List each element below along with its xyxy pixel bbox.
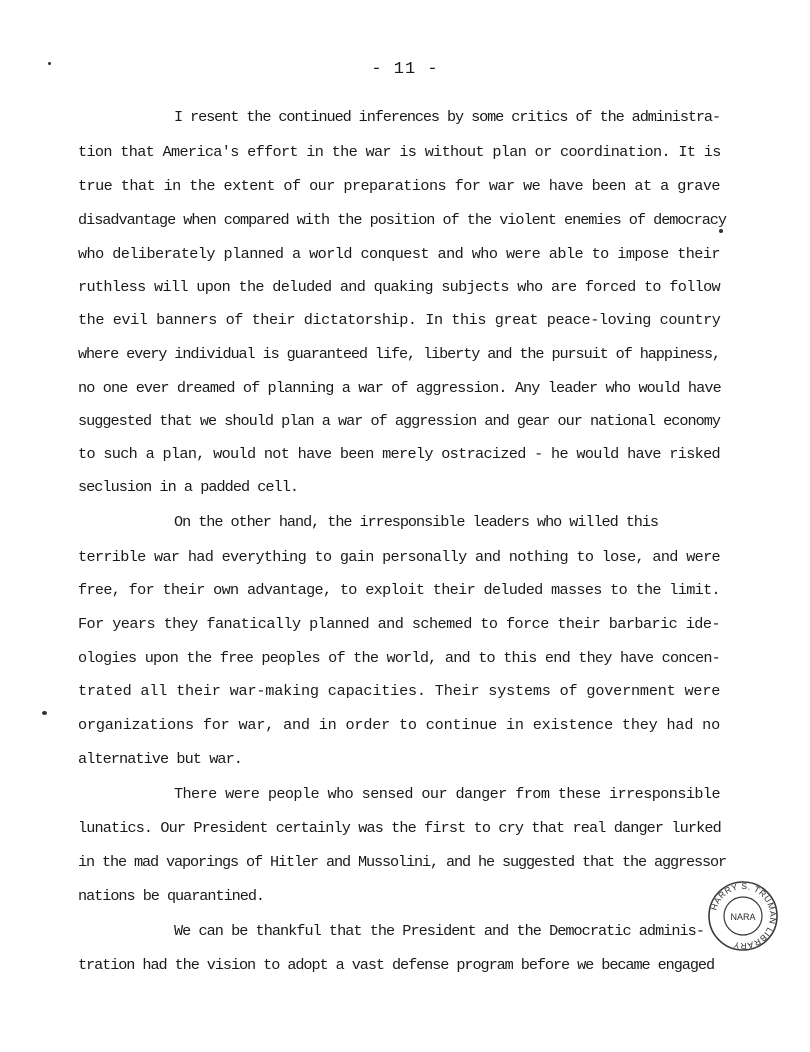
stamp-seal-icon	[707, 880, 779, 952]
text-line: where every individual is guaranteed life, liberty and the pursuit of happiness,	[78, 345, 720, 363]
text-line: We can be thankful that the President and the Democratic adminis-	[174, 922, 704, 940]
text-line: For years they fanatically planned and schemed to force their barbaric ide-	[78, 615, 720, 633]
text-line: free, for their own advantage, to exploit their deluded masses to the limit.	[78, 581, 720, 599]
text-line: suggested that we should plan a war of aggression and gear our national economy	[78, 412, 720, 430]
text-line: in the mad vaporings of Hitler and Mussolini, and he suggested that the aggressor	[78, 853, 726, 871]
text-line: seclusion in a padded cell.	[78, 478, 298, 496]
text-line: trated all their war-making capacities. Their systems of government were	[78, 682, 721, 700]
text-line: no one ever dreamed of planning a war of aggression. Any leader who would have	[78, 379, 721, 397]
text-line: the evil banners of their dictatorship. In this great peace-loving country	[78, 311, 721, 329]
text-line: tion that America's effort in the war is without plan or coordination. It is	[78, 143, 721, 161]
text-line: terrible war had everything to gain personally and nothing to lose, and were	[78, 548, 720, 566]
text-line: I resent the continued inferences by some critics of the administra-	[174, 108, 720, 126]
text-line: alternative but war.	[78, 750, 242, 768]
text-line: organizations for war, and in order to continue in existence they had no	[78, 716, 720, 734]
text-line: On the other hand, the irresponsible leaders who willed this	[174, 513, 658, 531]
page-number: - 11 -	[371, 60, 439, 79]
text-line: ruthless will upon the deluded and quaking subjects who are forced to follow	[78, 278, 720, 296]
scan-speck	[48, 62, 51, 65]
stamp-outer-text: HARRY S. TRUMAN LIBRARY	[708, 880, 779, 952]
library-stamp	[707, 880, 779, 952]
scan-speck	[719, 229, 723, 233]
text-line: nations be quarantined.	[78, 887, 264, 905]
scan-speck	[42, 711, 47, 715]
text-line: who deliberately planned a world conquest and who were able to impose their	[78, 245, 720, 263]
text-line: disadvantage when compared with the position of the violent enemies of democracy	[78, 211, 726, 229]
text-line: tration had the vision to adopt a vast defense program before we became engaged	[78, 956, 714, 974]
text-line: to such a plan, would not have been merely ostracized - he would have risked	[78, 445, 720, 463]
stamp-inner-text: NARA	[730, 912, 756, 922]
text-line: ologies upon the free peoples of the world, and to this end they have concen-	[78, 649, 720, 667]
text-line: true that in the extent of our preparations for war we have been at a grave	[78, 177, 720, 195]
text-line: lunatics. Our President certainly was the first to cry that real danger lurked	[78, 819, 721, 837]
text-line: There were people who sensed our danger from these irresponsible	[174, 785, 720, 803]
